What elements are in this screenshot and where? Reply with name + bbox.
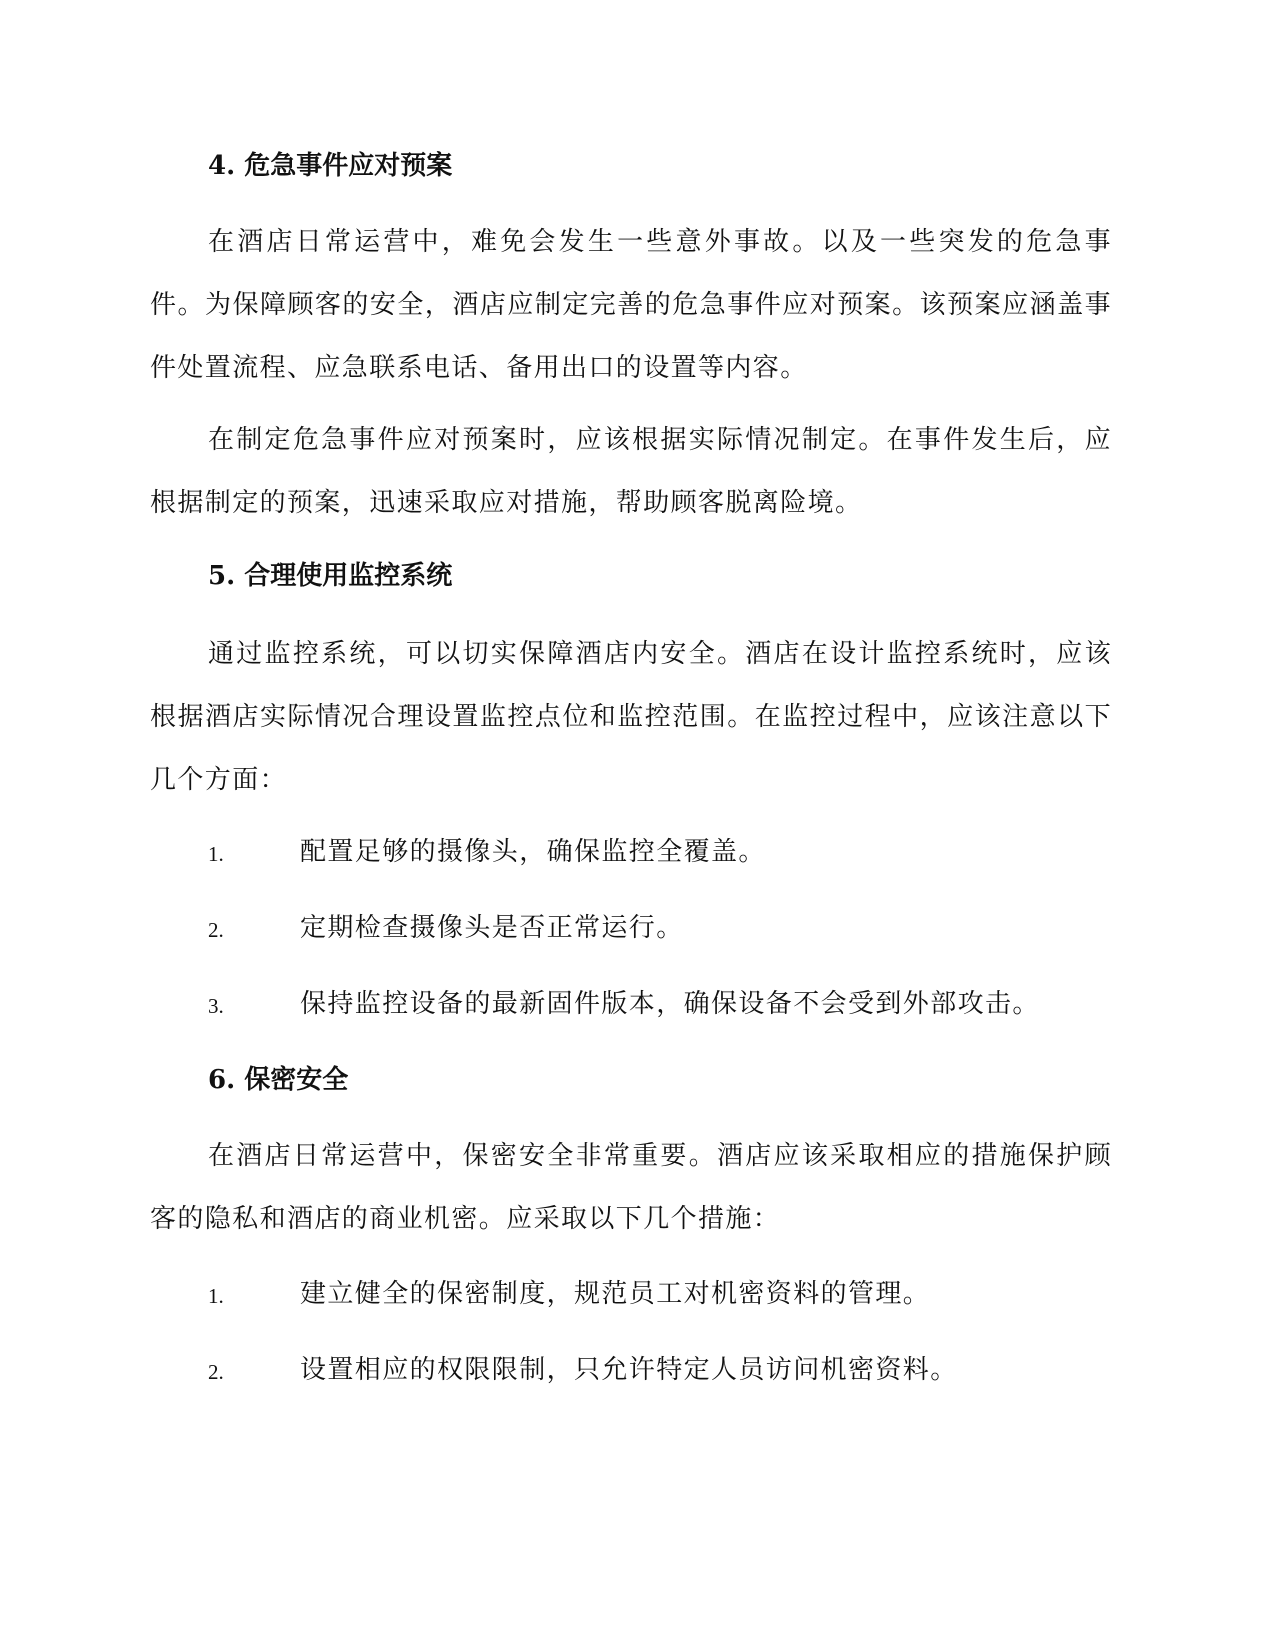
list-item-number: 1. [208, 1284, 224, 1308]
list-item-number: 3. [208, 994, 224, 1018]
section-4-paragraph-1: 在酒店日常运营中，难免会发生一些意外事故。以及一些突发的危急事件。为保障顾客的安全，酒店应制定完善的危急事件应对预案。该预案应涵盖事件处置流程、应急联系电话、备用出口的设置等内容。 [150, 227, 1112, 383]
list-item-text: 设置相应的权限限制，只允许特定人员访问机密资料。 [300, 1355, 958, 1385]
list-item-text: 建立健全的保密制度，规范员工对机密资料的管理。 [300, 1279, 931, 1309]
section-5-paragraph-1: 通过监控系统，可以切实保障酒店内安全。酒店在设计监控系统时，应该根据酒店实际情况合理设置监控点位和监控范围。在监控过程中，应该注意以下几个方面： [150, 639, 1112, 795]
section-heading-4: 4. 危急事件应对预案 [208, 151, 453, 181]
section-4-paragraph-2: 在制定危急事件应对预案时，应该根据实际情况制定。在事件发生后，应根据制定的预案，迅速采取应对措施，帮助顾客脱离险境。 [150, 425, 1112, 518]
list-item-number: 2. [208, 1360, 224, 1384]
list-item-text: 保持监控设备的最新固件版本，确保设备不会受到外部攻击。 [300, 989, 1040, 1019]
section-heading-6: 6. 保密安全 [208, 1065, 349, 1095]
list-item-number: 1. [208, 842, 224, 866]
list-item-text: 定期检查摄像头是否正常运行。 [300, 913, 684, 943]
section-6-paragraph-1: 在酒店日常运营中，保密安全非常重要。酒店应该采取相应的措施保护顾客的隐私和酒店的商业机密。应采取以下几个措施： [150, 1141, 1112, 1234]
section-heading-5: 5. 合理使用监控系统 [208, 561, 453, 591]
list-item-number: 2. [208, 918, 224, 942]
list-item-text: 配置足够的摄像头，确保监控全覆盖。 [300, 837, 766, 867]
